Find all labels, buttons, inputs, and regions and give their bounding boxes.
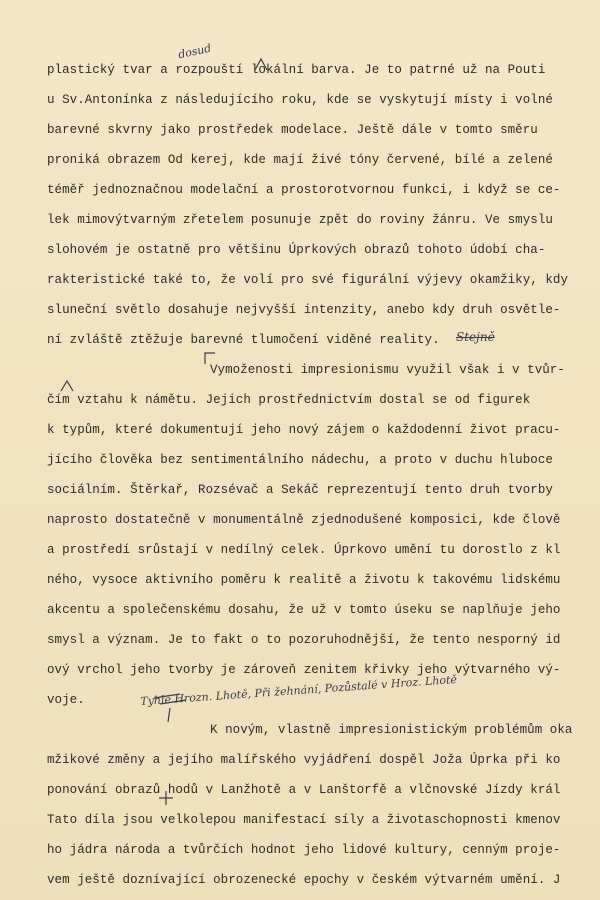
text-line: akcentu a společenskému dosahu, že už v tomto úseku se naplňuje jeho <box>47 603 561 617</box>
handwritten-margin-note: Tyhle Hrozn. Lhotě, Při žehnání, Pozůstalé v Hroz. Lhotě <box>139 672 458 709</box>
text-line: téměř jednoznačnou modelační a prostorotvornou funkci, i když se ce- <box>47 183 561 197</box>
text-line: naprosto dostatečně v monumentálně zjednodušené komposici, kde člově <box>47 513 561 527</box>
insert-caret-mark <box>158 790 174 806</box>
text-line: plastický tvar a rozpouští lokální barva. Je to patrné už na Pouti <box>47 63 546 77</box>
text-line: barevné skvrny jako prostředek modelace. Ještě dále v tomto směru <box>47 123 538 137</box>
text-line: sociálním. Štěrkař, Rozsévač a Sekáč reprezentují tento druh tvorby <box>47 483 553 497</box>
handwritten-insert: dosud <box>177 41 213 62</box>
text-line: smysl a význam. Je to fakt o to pozoruhodnější, že tento nesporný id <box>47 633 561 647</box>
insert-caret-mark <box>252 56 272 74</box>
text-line: proniká obrazem Od kerej, kde mají živé tóny červené, bílé a zelené <box>47 153 553 167</box>
text-line: a prostředí srůstají v nedílný celek. Úprkovo umění tu dorostlo z kl <box>47 543 561 557</box>
paragraph-mark <box>203 350 219 366</box>
text-line: ho jádra národa a tvůrčích hodnot jeho lidové kultury, cenným proje- <box>47 843 561 857</box>
text-line: Tato díla jsou velkolepou manifestací síly a životaschopnosti kmenov <box>47 813 561 827</box>
text-line: ní zvláště ztěžuje barevné tlumočení viděné reality. <box>47 333 440 347</box>
text-line: slohovém je ostatně pro většinu Úprkových obrazů tohoto údobí cha- <box>47 243 546 257</box>
text-line: jícího člověka bez sentimentálního nádechu, a proto v duchu hluboce <box>47 453 553 467</box>
text-line: u Sv.Antonínka z následujícího roku, kde se vyskytují místy i volné <box>47 93 553 107</box>
text-line: sluneční světlo dosahuje nejvyšší intenzity, anebo kdy druh osvětle- <box>47 303 561 317</box>
handwritten-strikeout: Stejně <box>456 330 495 344</box>
text-line: vem ještě doznívající obrozenecké epochy v českém výtvarném umění. J <box>47 873 561 887</box>
text-line: ného, vysoce aktivního poměru k realitě a životu k takovému lidskému <box>47 573 561 587</box>
text-line: čím vztahu k námětu. Jejich prostřednictvím dostal se od figurek <box>47 393 531 407</box>
text-line: k typům, které dokumentují jeho nový zájem o každodenní život pracu- <box>47 423 561 437</box>
text-line: voje. <box>47 693 85 707</box>
insert-caret-mark <box>58 378 76 394</box>
text-line: Vymoženosti impresionismu využil však i v tvůr- <box>210 363 565 377</box>
text-line: lek mimovýtvarným zřetelem posunuje zpět do roviny žánru. Ve smyslu <box>47 213 553 227</box>
text-line: rakteristické také to, že volí pro své figurální výjevy okamžiky, kdy <box>47 273 569 287</box>
paragraph-mark <box>150 690 190 726</box>
text-line: ponování obrazů hodů v Lanžhotě a v Lanštorfě a vlčnovské Jízdy král <box>47 783 561 797</box>
text-line: ový vrchol jeho tvorby je zároveň zenitem křivky jeho výtvarného vý- <box>47 663 561 677</box>
text-line: mžikové změny a jejího malířského vyjádření dospěl Joža Úprka při ko <box>47 753 561 767</box>
text-line: K novým, vlastně impresionistickým problémům oka <box>210 723 573 737</box>
